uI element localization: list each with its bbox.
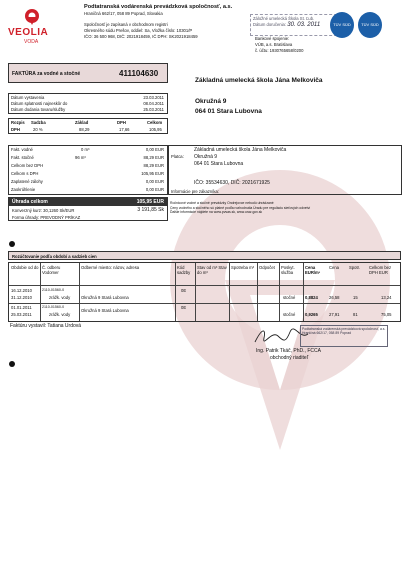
note-line: Ďalšie informácie nájdete na www.pvsas.sk, www.uraz.gov.sk bbox=[170, 210, 263, 214]
punch-hole-1 bbox=[9, 241, 15, 247]
total-sk: 3 191,85 Sk bbox=[137, 207, 164, 213]
customer-notes bbox=[170, 201, 402, 215]
company-register-1: Spoločnosť je zapísaná v obchodnom registri bbox=[84, 22, 168, 27]
signatory-name: Ing. Patrik Tkáč, PhD., FCCA bbox=[256, 348, 321, 354]
logo-subtext: VODA bbox=[24, 39, 39, 45]
payer-box bbox=[168, 145, 402, 195]
dates-table bbox=[8, 93, 168, 114]
note-line: Ročnicové vodné a stočné prevádzky Ondrejovce nebudú uhrádzané bbox=[170, 201, 274, 205]
payer-street: Okružná 9 bbox=[194, 154, 218, 160]
payer-city: 064 01 Stara Lubovna bbox=[194, 161, 244, 167]
customer-street: Okružná 9 bbox=[195, 98, 227, 105]
tuv-badge-2: TÜV SÜD bbox=[358, 12, 382, 38]
payer-ids: IČO: 35534630, DIČ: 2021671925 bbox=[194, 180, 270, 186]
period-table bbox=[8, 262, 401, 322]
invoice-title: FAKTÚRA za vodné a stočné bbox=[12, 71, 81, 77]
total-label: Úhrada celkom bbox=[12, 199, 48, 205]
period-title-box bbox=[8, 251, 401, 260]
invoice-header bbox=[8, 63, 168, 83]
issued-by: Faktúru vystavil: Tatiana Urdová bbox=[10, 323, 82, 329]
bank-name: VÚB, a.s. Bratislava bbox=[255, 42, 293, 47]
amounts-table: Fakt. vodné 0 m³ 0,00 EUR Fakt. stočné 96 m³ 88,29 EUR Celkom bez DPH 88,29 EUR Celkom s DPH 105,95 EUR Zaplatené zálohy 0,00 EUR Zaokrúhlenie 0,00 EUR bbox=[8, 145, 168, 195]
company-name: Podtatranská vodárenská prevádzková spoločnosť, a.s. bbox=[84, 4, 233, 10]
signatory-role: obchodný riaditeľ bbox=[270, 355, 309, 361]
logo-text: VEOLIA bbox=[8, 27, 49, 38]
customer-info-label: Informácie pre zákazníka: bbox=[171, 189, 219, 194]
customer-city: 064 01 Stara Lubovna bbox=[195, 108, 262, 115]
date-row: Dátum vystavenia 23.03.2011 bbox=[11, 95, 164, 100]
punch-hole-2 bbox=[9, 361, 15, 367]
customer-name: Základná umelecká škola Jána Melkoviča bbox=[195, 77, 323, 84]
total-box bbox=[8, 197, 168, 221]
stamp-date: 30. 03. 2011 bbox=[287, 22, 321, 28]
period-header-row: Obdobie od do Č. odberu Vodomer Odberné miesto: názov, adresa Kód sadzby Stav od m³ Stav do m³ Spotreba m³ Odpočet Poskyt. služba Cena EUR/m³ Cena Spotr. Celkom bez DPH EUR bbox=[11, 265, 392, 275]
note-line: Ceny vodného a stočného sú platné podľa rozhodnutia Úradu pre reguláciu sieťových odvetví bbox=[170, 205, 311, 210]
company-address: Hraničná 662/17, 058 89 Poprad, Slovakia bbox=[84, 11, 163, 16]
company-ids: IČO: 36 500 968, DIČ: 2021918459, IČ DPH: SK2021918459 bbox=[84, 34, 198, 39]
payer-name: Základná umelecká škola Jána Melkoviča bbox=[194, 147, 287, 153]
veolia-logo-icon bbox=[22, 8, 42, 26]
conversion-rate: Konverzný kurz: 30,1260 Sk/EUR bbox=[12, 208, 75, 213]
period-title: Rozúčtovanie podľa období a sadzieb cien bbox=[12, 254, 97, 259]
date-row: Dátum splatnosti najneskôr do 08.04.2011 bbox=[11, 101, 164, 106]
bank-label: Bankové spojenie: bbox=[255, 36, 290, 41]
date-row: Dátum dodania tovaru/služby 25.03.2011 bbox=[11, 107, 164, 112]
period-row: 01.01.2011 25.03.2011 2110-01560-0 zrážk. vody Okružná 9 Stará Lubovna 0E stočné 0,9265 27,91 81 75,05 bbox=[11, 305, 392, 317]
tuv-badge-1: TÜV SÜD bbox=[330, 12, 354, 38]
payer-label: Platca: bbox=[171, 154, 184, 159]
vat-table: Rozpis Sadzba Základ DPH Celkom DPH 20 % 88,29 17,66 105,95 bbox=[8, 118, 168, 134]
invoice-number: 411104630 bbox=[119, 69, 159, 78]
company-stamp: Podtatranská vodárenská prevádzková spoločnosť, a.s. Hraničná 662/17, 058 89 Poprad bbox=[300, 325, 388, 347]
payment-method: Forma úhrady: PREVODNÝ PRÍKAZ bbox=[12, 215, 81, 220]
company-register-2: Okresného súdu Prešov, oddiel: Sa, Vložka číslo: 10301/P bbox=[84, 28, 193, 33]
bank-account: č. účtu: 1930765658/0200 bbox=[255, 48, 304, 53]
stamp-date-label: Dátum doručenia: bbox=[253, 22, 287, 27]
total-value: 105,95 EUR bbox=[136, 199, 164, 205]
period-row: 16.12.2010 31.12.2010 2110-01560-0 zrážk. vody Okružná 9 Stará Lubovna 0E stočné 0,8824 26,58 15 13,24 bbox=[11, 288, 392, 300]
company-logo bbox=[8, 8, 58, 48]
stamp-text: Záložné umelecká Škola St. Ľub. bbox=[253, 16, 315, 21]
